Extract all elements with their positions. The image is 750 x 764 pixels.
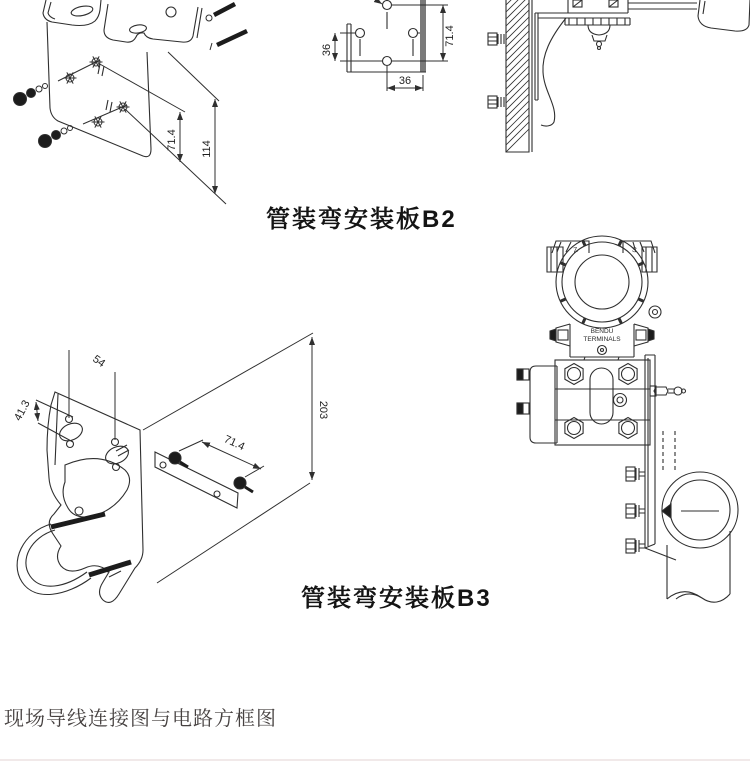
transmitter-underside <box>565 0 750 50</box>
dimension-label-36-horizontal: 36 <box>398 75 412 87</box>
figure-b3-isometric <box>5 330 345 625</box>
figure-b2-wall-mounted <box>478 0 750 165</box>
dimension-label-54: 54 <box>90 353 108 370</box>
wall-section <box>506 0 532 152</box>
figure-b2-front-view <box>305 0 465 100</box>
clamp-bolt <box>626 504 645 518</box>
terminals-label-line1: BENDU <box>590 328 614 335</box>
dimension-label-71-4: 71.4 <box>444 25 456 47</box>
bracket-arm <box>535 13 630 126</box>
section-heading: 现场导线连接图与电路方框图 <box>4 708 277 730</box>
clamp-bolt <box>626 539 645 553</box>
u-bolt-loop <box>662 472 738 548</box>
span-adjust-mark: S <box>631 246 638 255</box>
figure-transmitter-pipe-mounted <box>505 228 750 676</box>
dimension-label-203: 203 <box>317 400 329 420</box>
pipe-hidden-edge <box>663 431 675 473</box>
zero-adjust-mark: Z <box>572 246 579 255</box>
b3-u-bolt <box>17 507 131 594</box>
page-bottom-rule <box>0 759 750 761</box>
dimension-label-41-3: 41.3 <box>12 398 33 423</box>
dimension-label-36-vertical: 36 <box>321 43 333 57</box>
flange-manifold <box>517 360 686 445</box>
b3-strip-plate <box>155 452 253 508</box>
figure-b2-isometric <box>0 0 240 215</box>
caption-b3: 管装弯安装板B3 <box>301 585 492 612</box>
dimension-label-71-4: 71.4 <box>222 433 247 454</box>
plate-dimension-lines <box>335 0 448 91</box>
caption-b2: 管装弯安装板B2 <box>266 206 457 233</box>
pipe <box>667 531 730 599</box>
b2-dimension-lines <box>98 52 226 204</box>
wall-bolts <box>488 33 504 108</box>
clamp-bolt <box>626 467 645 481</box>
b2-bolt-hole-markers <box>64 56 130 127</box>
dimension-label-114: 114 <box>201 140 213 158</box>
dimension-label-71-4: 71.4 <box>166 129 178 151</box>
terminals-label-line2: TERMINALS <box>583 336 621 343</box>
